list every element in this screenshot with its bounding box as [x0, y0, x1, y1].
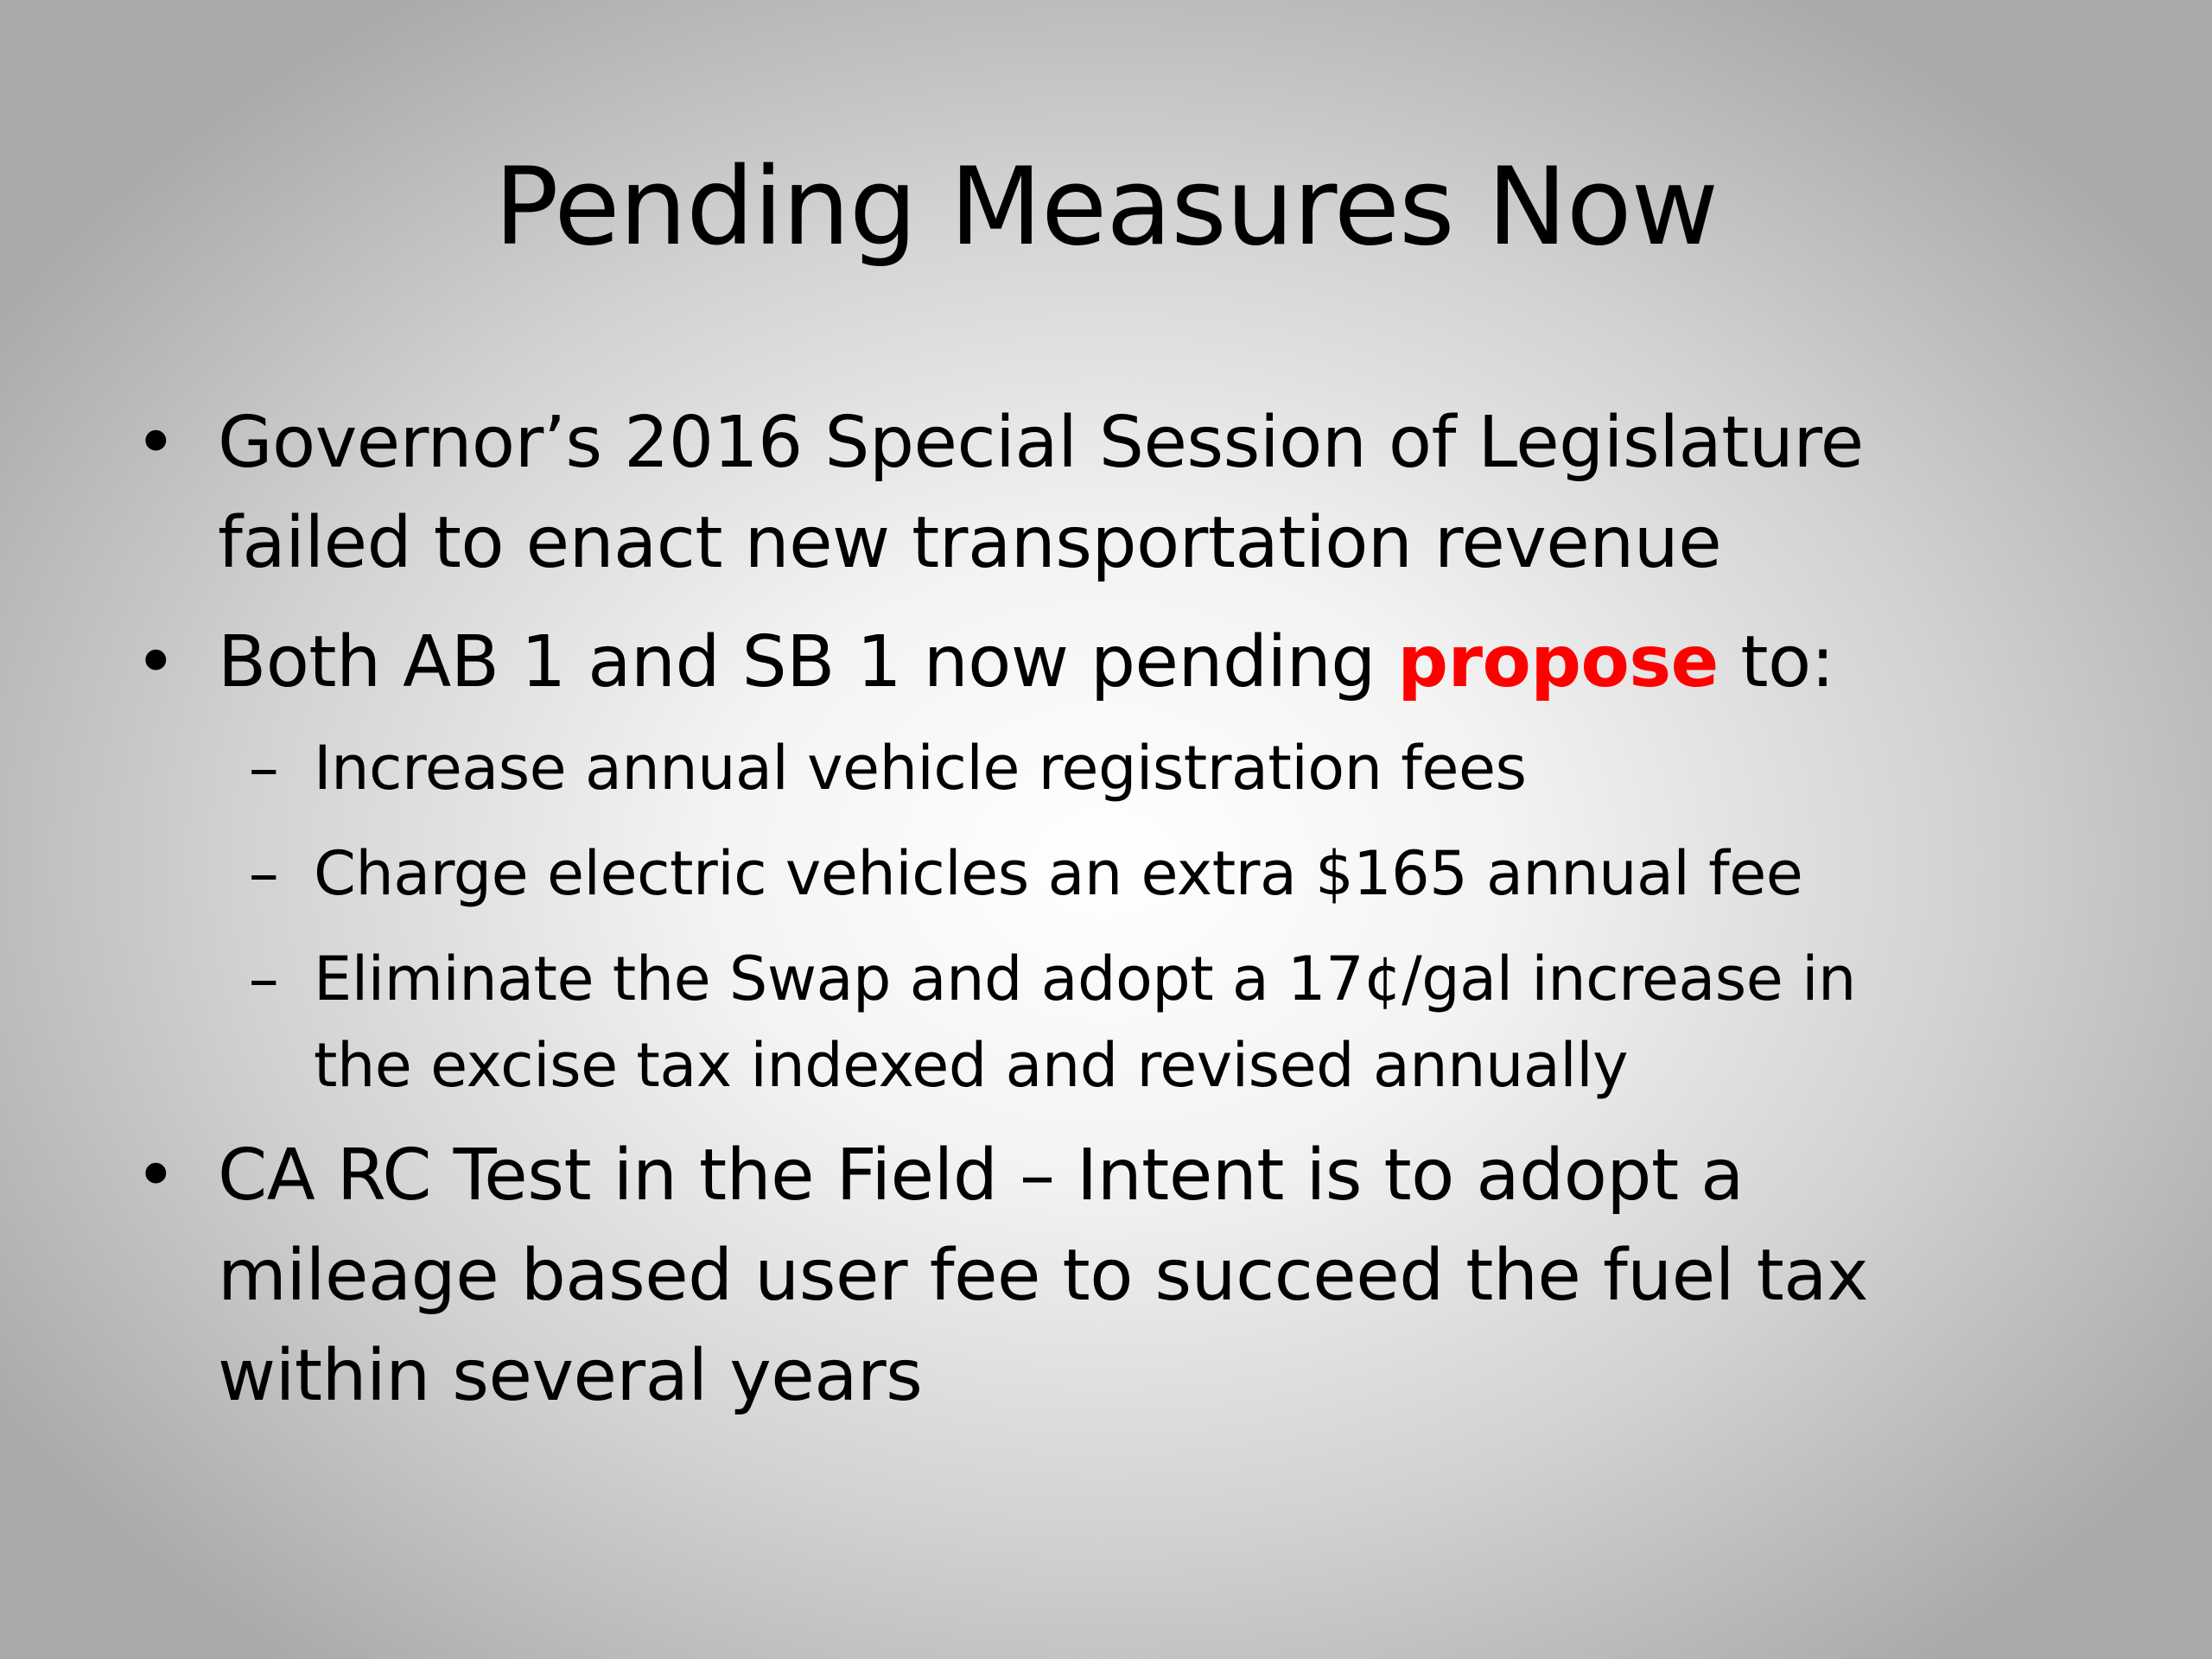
bullet-text-line: CA RC Test in the Field – Intent is to adopt a	[218, 1135, 1744, 1217]
bullet-list	[130, 393, 2091, 1427]
bullet-text-line: Governor’s 2016 Special Session of Legislature	[218, 402, 1864, 484]
bullet-text-line: mileage based user fee to succeed the fuel tax	[218, 1235, 1869, 1317]
sub-item-text-line: Charge electric vehicles an extra $165 annual fee	[314, 838, 1803, 909]
bullet-marker: •	[135, 402, 176, 484]
slide-title: Pending Measures Now	[493, 145, 1719, 270]
sub-item-registration-fees	[130, 725, 2091, 811]
emphasis-word: propose	[1397, 621, 1719, 703]
sub-item-electric-vehicle-fee	[130, 830, 2091, 917]
bullet-text-after: to:	[1718, 621, 1834, 703]
sub-item-text-line: Increase annual vehicle registration fees	[314, 733, 1527, 804]
bullet-marker: •	[135, 621, 176, 703]
bullet-item-ca-rc-test	[130, 1126, 2091, 1427]
bullet-text-line: within several years	[218, 1335, 923, 1417]
bullet-item-special-session	[130, 393, 2091, 594]
sub-bullet-marker: –	[248, 733, 279, 804]
bullet-item-ab1-sb1	[130, 613, 2091, 713]
sub-bullet-marker: –	[248, 944, 279, 1014]
bullet-text-line	[218, 613, 2091, 713]
sub-bullet-marker: –	[248, 838, 279, 909]
bullet-text-before: Both AB 1 and SB 1 now pending	[218, 621, 1398, 703]
bullet-marker: •	[135, 1135, 176, 1217]
sub-item-text-line: Eliminate the Swap and adopt a 17¢/gal increase in	[314, 944, 1856, 1014]
bullet-text-line: failed to enact new transportation revenue	[218, 502, 1722, 584]
sub-item-excise-tax	[130, 936, 2091, 1109]
sub-item-text-line: the excise tax indexed and revised annually	[314, 1030, 1629, 1101]
